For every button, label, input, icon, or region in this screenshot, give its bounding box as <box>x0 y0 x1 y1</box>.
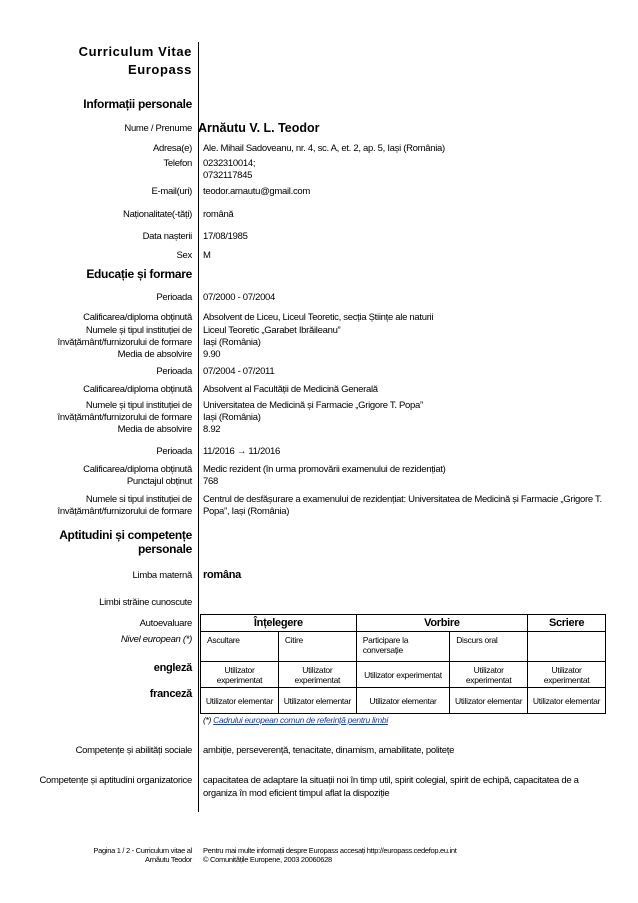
level-cell: Utilizator elementar <box>201 688 279 714</box>
email-value[interactable]: teodor.arnautu@gmail.com <box>203 186 311 197</box>
level-cell: Utilizator elementar <box>528 688 606 714</box>
level-cell: Utilizator experimentat <box>356 662 449 688</box>
level-cell: Utilizator experimentat <box>278 662 356 688</box>
edu3-period-label: Perioada <box>156 446 192 457</box>
name-label: Nume / Prenume <box>124 123 192 134</box>
level-cell: Utilizator elementar <box>278 688 356 714</box>
header-writing: Scriere <box>528 615 606 632</box>
edu3-inst-label-2: învățământ/furnizorului de formare <box>57 506 192 517</box>
section-education: Educație și formare <box>86 267 192 281</box>
language-grid-header <box>201 615 606 632</box>
footer-right-2: © Comunitățile Europene, 2003 20060628 <box>203 855 332 864</box>
edu3-inst-1: Centrul de desfășurare a examenului de rezidențiat: Universitatea de Medicină și Farmacie „Grigore T. <box>203 494 602 505</box>
cv-title-line1: Curriculum Vitae <box>78 44 192 59</box>
language-name-french: franceză <box>149 688 192 700</box>
level-cell: Utilizator elementar <box>450 688 528 714</box>
phone-value-1: 0232310014; <box>203 158 256 169</box>
phone-value-2: 0732117845 <box>203 170 253 181</box>
subheader-interaction: Participare la conversație <box>356 632 449 662</box>
social-skills-label: Competențe și abilități sociale <box>75 745 192 756</box>
language-grid <box>200 614 606 714</box>
edu3-qual-label-1: Calificarea/diploma obținută <box>83 464 192 475</box>
edu3-qual-label-2: Punctajul obținut <box>126 476 192 487</box>
birth-label: Data nașterii <box>142 231 192 242</box>
level-cell: Utilizator experimentat <box>528 662 606 688</box>
edu1-inst-3: 9.90 <box>203 349 221 360</box>
language-name-english: engleză <box>153 662 192 674</box>
subheader-production: Discurs oral <box>450 632 528 662</box>
section-personal-info: Informații personale <box>83 97 192 111</box>
edu2-period-label: Perioada <box>156 366 192 377</box>
mother-tongue-value: româna <box>203 569 241 581</box>
subheader-reading: Citire <box>278 632 356 662</box>
edu3-qual-2: 768 <box>203 476 218 487</box>
edu2-qual: Absolvent al Facultății de Medicină Generală <box>203 384 378 395</box>
edu2-inst-label-2: învățământ/furnizorului de formare <box>57 412 192 423</box>
email-label: E-mail(uri) <box>151 186 192 197</box>
edu1-inst-label-1: Numele și tipul instituției de <box>85 325 192 336</box>
edu2-inst-label-3: Media de absolvire <box>117 424 192 435</box>
header-speaking: Vorbire <box>356 615 527 632</box>
edu1-inst-label-3: Media de absolvire <box>117 349 192 360</box>
edu2-inst-2: Iași (România) <box>203 412 261 423</box>
nationality-label: Naționalitate(-tăți) <box>123 209 192 220</box>
language-row-english <box>201 662 606 688</box>
footer-right-1: Pentru mai multe informații despre Europass accesați http://europass.cedefop.eu.int <box>203 846 457 855</box>
footer-left-2: Arnăutu Teodor <box>145 855 192 864</box>
edu3-qual-1: Medic rezident (în urma promovării examenului de rezidențiat) <box>203 464 446 475</box>
address-value: Ale. Mihail Sadoveanu, nr. 4, sc. A, et. 2, ap. 5, Iași (România) <box>203 143 445 154</box>
edu3-inst-label-1: Numele si tipul instituției de <box>85 494 192 505</box>
edu1-period: 07/2000 - 07/2004 <box>203 292 276 303</box>
mother-tongue-label: Limba maternă <box>132 570 192 581</box>
organizational-skills-label: Competențe și aptitudini organizatorice <box>39 775 192 786</box>
edu1-qual-label: Calificarea/diploma obținută <box>83 312 192 323</box>
edu1-inst-2: Iași (România) <box>203 337 261 348</box>
edu1-inst-1: Liceul Teoretic „Garabet Ibrăileanu” <box>203 325 341 336</box>
edu3-inst-2: Popa”, Iași (România) <box>203 506 290 517</box>
phone-label: Telefon <box>163 158 192 169</box>
level-cell: Utilizator experimentat <box>450 662 528 688</box>
birth-value: 17/08/1985 <box>203 231 248 242</box>
edu2-qual-label: Calificarea/diploma obținută <box>83 384 192 395</box>
language-row-french <box>201 688 606 714</box>
edu1-qual: Absolvent de Liceu, Liceul Teoretic, secția Științe ale naturii <box>203 312 434 323</box>
section-skills-line1: Aptitudini și competențe <box>59 528 192 542</box>
social-skills-value: ambiție, perseverență, tenacitate, dinamism, amabilitate, politețe <box>203 745 455 756</box>
edu2-inst-3: 8.92 <box>203 424 221 435</box>
european-level-label: Nivel european (*) <box>120 634 192 645</box>
edu1-period-label: Perioada <box>156 292 192 303</box>
edu2-inst-1: Universitatea de Medicină și Farmacie „Grigore T. Popa” <box>203 400 423 411</box>
cefr-link[interactable]: Cadrului european comun de referință pentru limbi <box>213 715 388 725</box>
cv-title-line2: Europass <box>127 62 192 77</box>
language-grid-subheader <box>201 632 606 662</box>
edu3-period: 11/2016 → 11/2016 <box>203 446 280 457</box>
name-value: Arnăutu V. L. Teodor <box>198 121 320 135</box>
organizational-skills-value-2: organiza în mod eficient timpul aflat la dispoziție <box>203 788 390 799</box>
section-skills-line2: personale <box>138 542 192 556</box>
column-divider <box>198 42 199 812</box>
subheader-writing <box>528 632 606 662</box>
level-cell: Utilizator experimentat <box>201 662 279 688</box>
edu2-inst-label-1: Numele și tipul instituției de <box>85 400 192 411</box>
organizational-skills-value-1: capacitatea de adaptare la situații noi în timp util, spirit colegial, spirit de echipă, capacitatea de a <box>203 775 579 786</box>
footnote-marker: (*) <box>203 715 212 725</box>
sex-value: M <box>203 250 211 261</box>
level-cell: Utilizator elementar <box>356 688 449 714</box>
header-understanding: Înțelegere <box>201 615 357 632</box>
footer-left-1: Pagina 1 / 2 - Curriculum vitae al <box>93 846 192 855</box>
cefr-footnote <box>203 714 388 726</box>
self-assessment-label: Autoevaluare <box>139 618 192 629</box>
foreign-languages-label: Limbi străine cunoscute <box>99 597 192 608</box>
sex-label: Sex <box>176 250 192 261</box>
edu2-period: 07/2004 - 07/2011 <box>203 366 275 377</box>
subheader-listening: Ascultare <box>201 632 279 662</box>
address-label: Adresa(e) <box>152 143 192 154</box>
nationality-value: română <box>203 209 234 220</box>
edu1-inst-label-2: învățământ/furnizorului de formare <box>57 337 192 348</box>
